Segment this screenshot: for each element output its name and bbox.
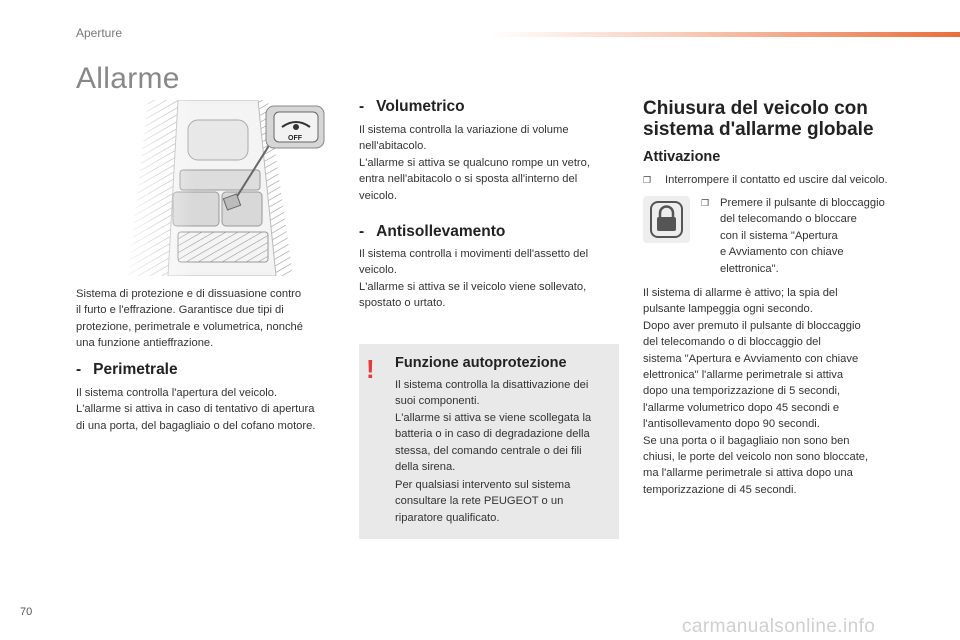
off-button-label: OFF: [288, 135, 302, 142]
volumetrico-text: Il sistema controlla la variazione di volume nell'abitacolo. L'allarme si attiva se qualcuno rompe un vetro, entra nell'abitacolo o si sposta all'interno del veicolo.: [359, 124, 590, 202]
page-number: 70: [20, 606, 33, 618]
warning-icon: !: [366, 354, 375, 384]
intro-text: Sistema di protezione e di dissuasione contro il furto e l'effrazione. Garantisce due tipi di protezione, perimetrale e volumetrica, nonché una funzione antieffrazione.: [76, 288, 303, 350]
alarm-button-illustration: [118, 100, 336, 276]
heading-attivazione: Attivazione: [643, 149, 721, 165]
chiusura-text: Il sistema di allarme è attivo; la spia del pulsante lampeggia ogni secondo. Dopo aver premuto il pulsante di bloccaggio del telecomando o di bloccaggio del sistema "Apertura e Avviamento con chiave elettronica" l'allarme perimetrale si attiva dopo una temporizzazione di 5 secondi, l'allarme volumetrico dopo 45 secondi e l'antisollevamento dopo 90 secondi. Se una porta o il bagagliaio non sono ben chiusi, le porte del veicolo non sono bloccate, ma l'allarme perimetrale si attiva dopo una temporizzazione di 45 secondi.: [643, 287, 869, 496]
warning-text: Il sistema controlla la disattivazione dei suoi componenti. L'allarme si attiva se viene scollegata la batteria o in caso di degradazione della stessa, del comando centrale o dei fili della sirena.: [395, 379, 592, 474]
page-title: Allarme: [76, 62, 180, 95]
heading-text: Antisollevamento: [376, 223, 506, 240]
heading-dash: -: [76, 361, 82, 378]
heading-antisollevamento: [359, 223, 505, 241]
lock-icon: [643, 196, 690, 243]
heading-dash: -: [359, 98, 365, 115]
warning-title: Funzione autoprotezione: [395, 355, 567, 371]
header-accent-bar: [492, 32, 960, 37]
antisollevamento-text: Il sistema controlla i movimenti dell'assetto del veicolo. L'allarme si attiva se il veicolo viene sollevato, spostato o urtato.: [359, 248, 589, 310]
watermark: carmanualsonline.info: [682, 616, 876, 637]
heading-volumetrico: [359, 98, 465, 116]
heading-chiusura: Chiusura del veicolo con sistema d'allarme globale: [643, 98, 874, 140]
warning-note: Per qualsiasi intervento sul sistema consultare la rete PEUGEOT o un riparatore qualificato.: [395, 479, 571, 524]
step-2-text: Premere il pulsante di bloccaggio del telecomando o bloccare con il sistema "Apertura e Avviamento con chiave elettronica".: [720, 197, 885, 275]
section-label: Aperture: [76, 26, 123, 40]
perimetrale-text: Il sistema controlla l'apertura del veicolo. L'allarme si attiva in caso di tentativo di apertura di una porta, del bagagliaio o del cofano motore.: [76, 387, 316, 432]
bullet-icon: ❒: [701, 198, 710, 208]
heading-text: Volumetrico: [376, 98, 465, 115]
step-1-text: Interrompere il contatto ed uscire dal veicolo.: [665, 174, 888, 186]
bullet-icon: ❒: [643, 175, 652, 185]
heading-perimetrale: [76, 361, 178, 379]
heading-text: Perimetrale: [93, 361, 178, 378]
heading-dash: -: [359, 223, 365, 240]
